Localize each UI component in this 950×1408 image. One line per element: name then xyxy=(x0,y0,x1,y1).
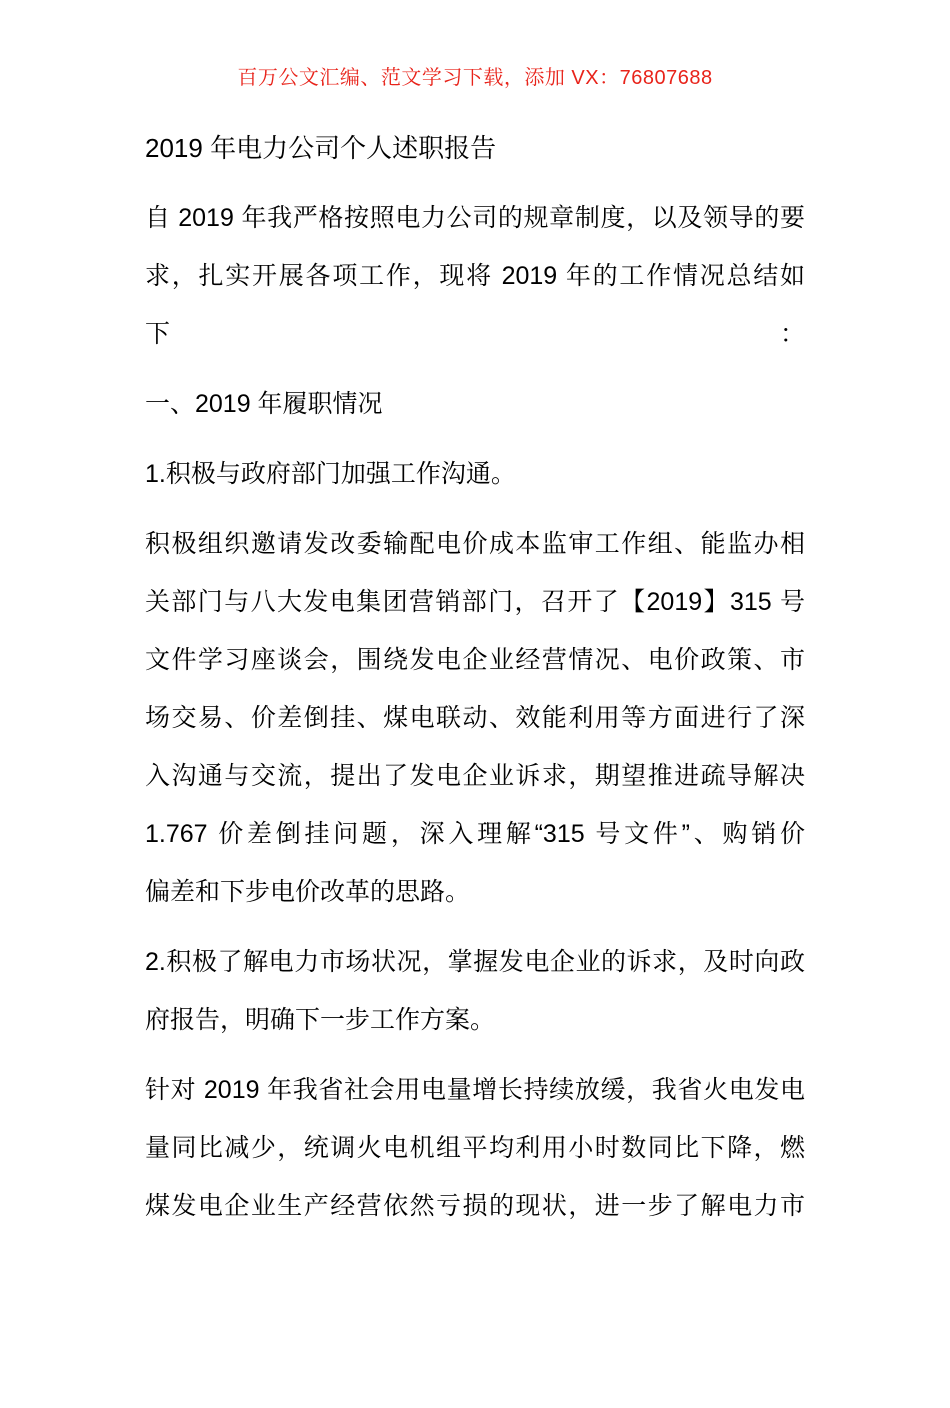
paragraph xyxy=(145,375,805,433)
document-title: 2019 年电力公司个人述职报告 xyxy=(145,133,497,163)
text-line: 煤发电企业生产经营依然亏损的现状，进一步了解电力市 xyxy=(145,1192,805,1220)
paragraph xyxy=(145,189,805,363)
text-line: 入沟通与交流，提出了发电企业诉求，期望推进疏导解决 xyxy=(145,762,805,790)
text-line: 求，扎实开展各项工作，现将 2019 年的工作情况总结如下： xyxy=(145,262,805,348)
text-line: 府报告，明确下一步工作方案。 xyxy=(145,1006,496,1034)
text-line: 量同比减少，统调火电机组平均利用小时数同比下降，燃 xyxy=(145,1134,805,1162)
text-line: 场交易、价差倒挂、煤电联动、效能利用等方面进行了深 xyxy=(145,704,805,732)
text-line: 针对 2019 年我省社会用电量增长持续放缓，我省火电发电 xyxy=(145,1076,805,1104)
promo-watermark-text: 百万公文汇编、范文学习下载，添加 VX：76807688 xyxy=(237,67,713,89)
paragraphs-container xyxy=(145,189,805,1235)
text-line: 一、2019 年履职情况 xyxy=(145,390,383,418)
text-line: 1.767 价差倒挂问题，深入理解“315 号文件”、购销价 xyxy=(145,820,805,848)
text-line: 文件学习座谈会，围绕发电企业经营情况、电价政策、市 xyxy=(145,646,805,674)
text-line: 关部门与八大发电集团营销部门，召开了【2019】315 号 xyxy=(145,588,805,616)
text-line: 2.积极了解电力市场状况，掌握发电企业的诉求，及时向政 xyxy=(145,948,805,976)
document-body xyxy=(145,119,805,1235)
paragraph xyxy=(145,515,805,921)
document-page xyxy=(0,64,950,1408)
text-line: 1.积极与政府部门加强工作沟通。 xyxy=(145,460,516,488)
paragraph xyxy=(145,933,805,1049)
paragraph xyxy=(145,1061,805,1235)
text-line: 积极组织邀请发改委输配电价成本监审工作组、能监办相 xyxy=(145,530,805,558)
text-line: 自 2019 年我严格按照电力公司的规章制度，以及领导的要 xyxy=(145,204,805,232)
text-line: 偏差和下步电价改革的思路。 xyxy=(145,878,471,906)
paragraph xyxy=(145,445,805,503)
